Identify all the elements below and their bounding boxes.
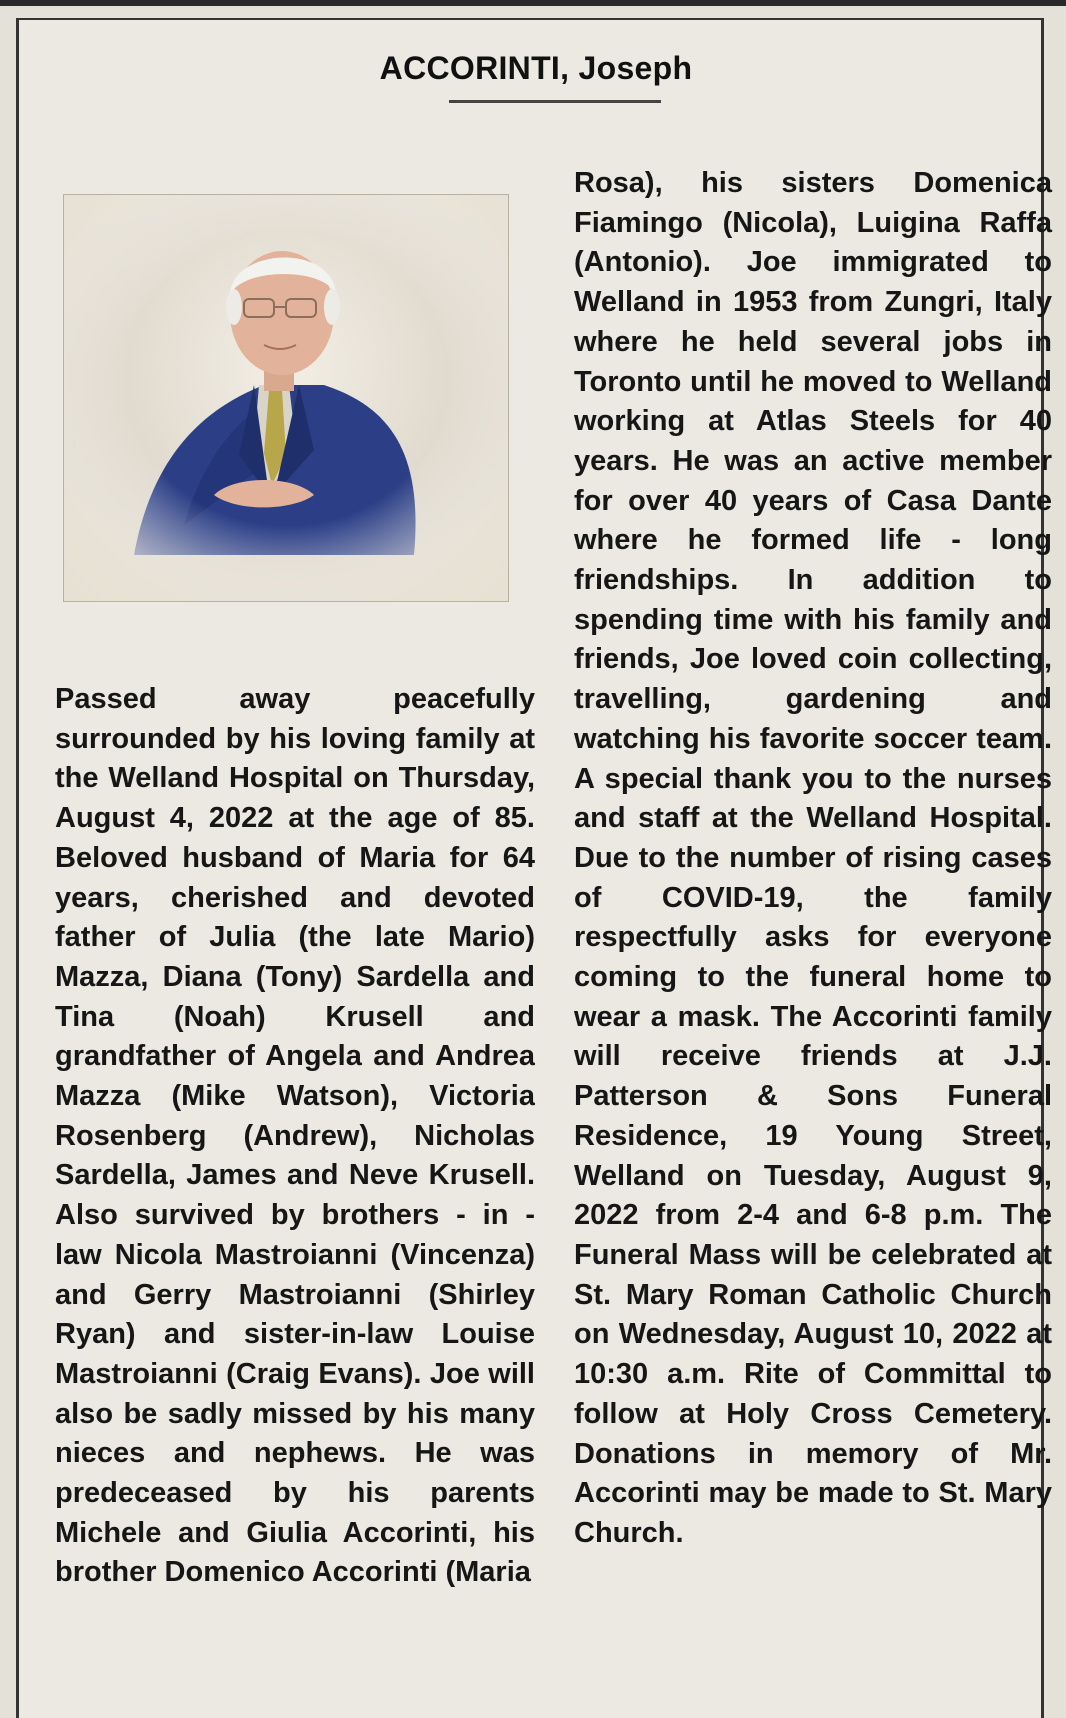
obituary-text-right-column: Rosa), his sisters Domenica Fiamingo (Nicola), Luigina Raffa (Antonio). Joe immigrated to Welland in 1953 from Zungri, Italy where he held several jobs in Toronto until he moved to Welland working at Atlas Steels for 40 years. He was an active member for over 40 years of Casa Dante where he formed life - long friendships. In addition to spending time with his family and friends, Joe loved coin collecting, travelling, gardening and watching his favorite soccer team. A special thank you to the nurses and staff at the Welland Hospital. Due to the number of rising cases of COVID-19, the family respectfully asks for everyone coming to the funeral home to wear a mask. The Accorinti family will receive friends at J.J. Patterson & Sons Funeral Residence, 19 Young Street, Welland on Tuesday, August 9, 2022 from 2-4 and 6-8 p.m. The Funeral Mass will be celebrated at St. Mary Roman Catholic Church on Wednesday, August 10, 2022 at 10:30 a.m. Rite of Committal to follow at Holy Cross Cemetery. Donations in memory of Mr. Accorinti may be made to St. Mary Church. <box>574 167 1052 1549</box>
top-rule <box>0 0 1066 6</box>
heading-underline <box>449 100 661 103</box>
portrait-illustration <box>64 195 509 602</box>
obituary-frame <box>16 18 1052 1718</box>
obituary-name: ACCORINTI, Joseph <box>379 50 693 86</box>
obituary-text-left-column: Passed away peacefully surrounded by his loving family at the Welland Hospital on Thursday, August 4, 2022 at the age of 85. Beloved husband of Maria for 64 years, cherished and devoted father of Julia (the late Mario) Mazza, Diana (Tony) Sardella and Tina (Noah) Krusell and grandfather of Angela and Andrea Mazza (Mike Watson), Victoria Rosenberg (Andrew), Nicholas Sardella, James and Neve Krusell. Also survived by brothers - in - law Nicola Mastroianni (Vincenza) and Gerry Mastroianni (Shirley Ryan) and sister-in-law Louise Mastroianni (Craig Evans). Joe will also be sadly missed by his many nieces and nephews. He was predeceased by his parents Michele and Giulia Accorinti, his brother Domenico Accorinti (Maria <box>55 683 535 1589</box>
portrait-photo <box>63 194 509 602</box>
